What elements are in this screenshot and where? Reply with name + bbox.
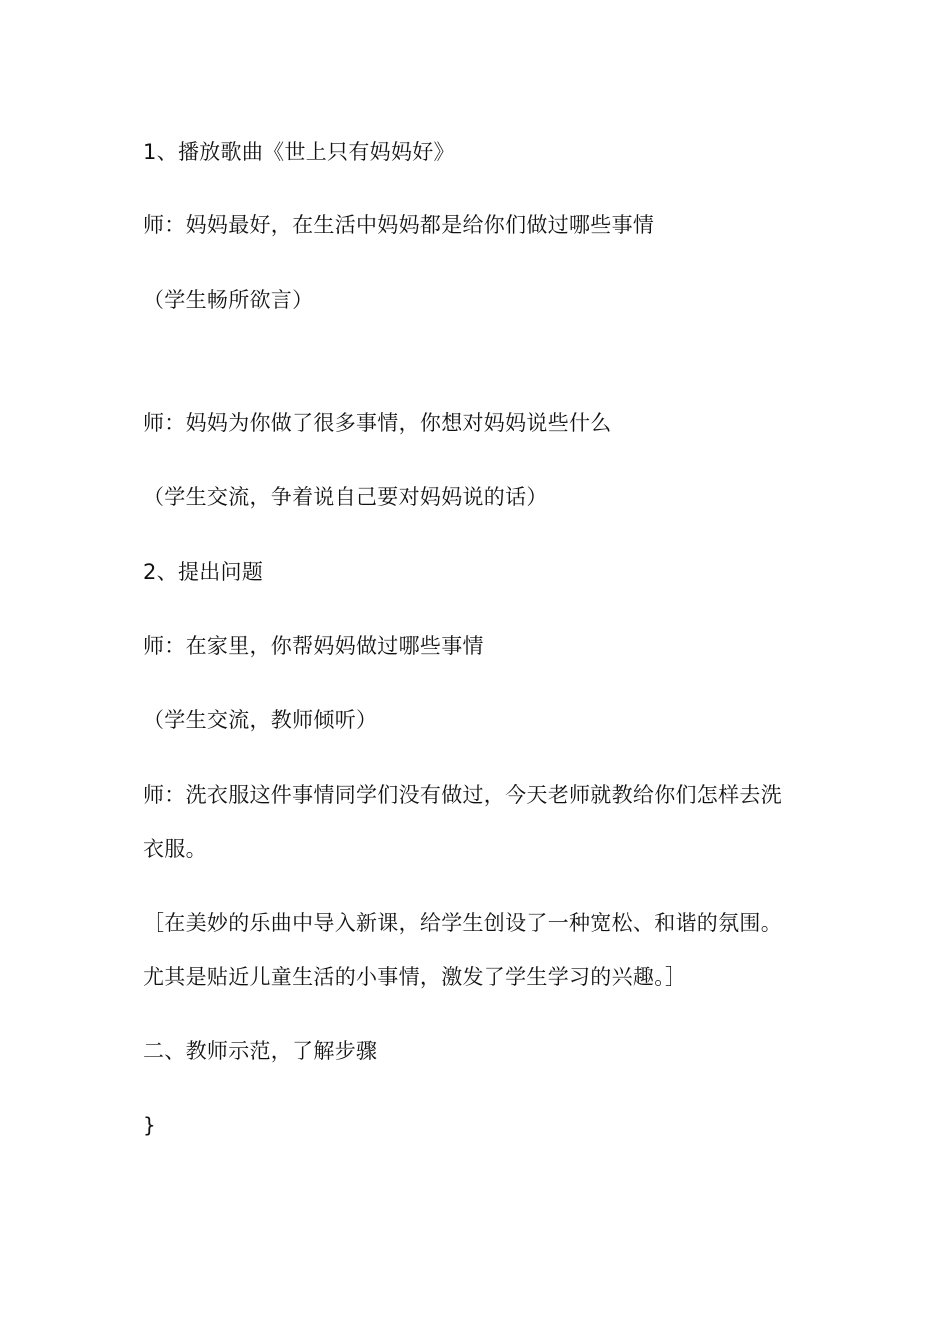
teacher-line-mom-best: 师：妈妈最好，在生活中妈妈都是给你们做过哪些事情	[143, 213, 655, 237]
heading-play-song: 1、播放歌曲《世上只有妈妈好》	[143, 140, 455, 164]
student-note-exchange: （学生交流，争着说自己要对妈妈说的话）	[143, 485, 548, 509]
comment-line-1: ［在美妙的乐曲中导入新课，给学生创设了一种宽松、和谐的氛围。	[143, 911, 782, 935]
closing-brace: }	[143, 1113, 157, 1137]
teacher-line-washing-clothes: 师：洗衣服这件事情同学们没有做过，今天老师就教给你们怎样去洗	[143, 783, 782, 807]
teacher-line-help-at-home: 师：在家里，你帮妈妈做过哪些事情	[143, 634, 484, 658]
student-note-speak-freely: （学生畅所欲言）	[143, 288, 314, 312]
heading-raise-question: 2、提出问题	[143, 560, 264, 584]
student-note-teacher-listens: （学生交流，教师倾听）	[143, 708, 378, 732]
heading-teacher-demo: 二、教师示范，了解步骤	[143, 1039, 378, 1063]
comment-line-2: 尤其是贴近儿童生活的小事情，激发了学生学习的兴趣。］	[143, 965, 687, 989]
teacher-line-washing-clothes-cont: 衣服。	[143, 837, 207, 861]
teacher-line-what-to-say: 师：妈妈为你做了很多事情，你想对妈妈说些什么	[143, 411, 612, 435]
